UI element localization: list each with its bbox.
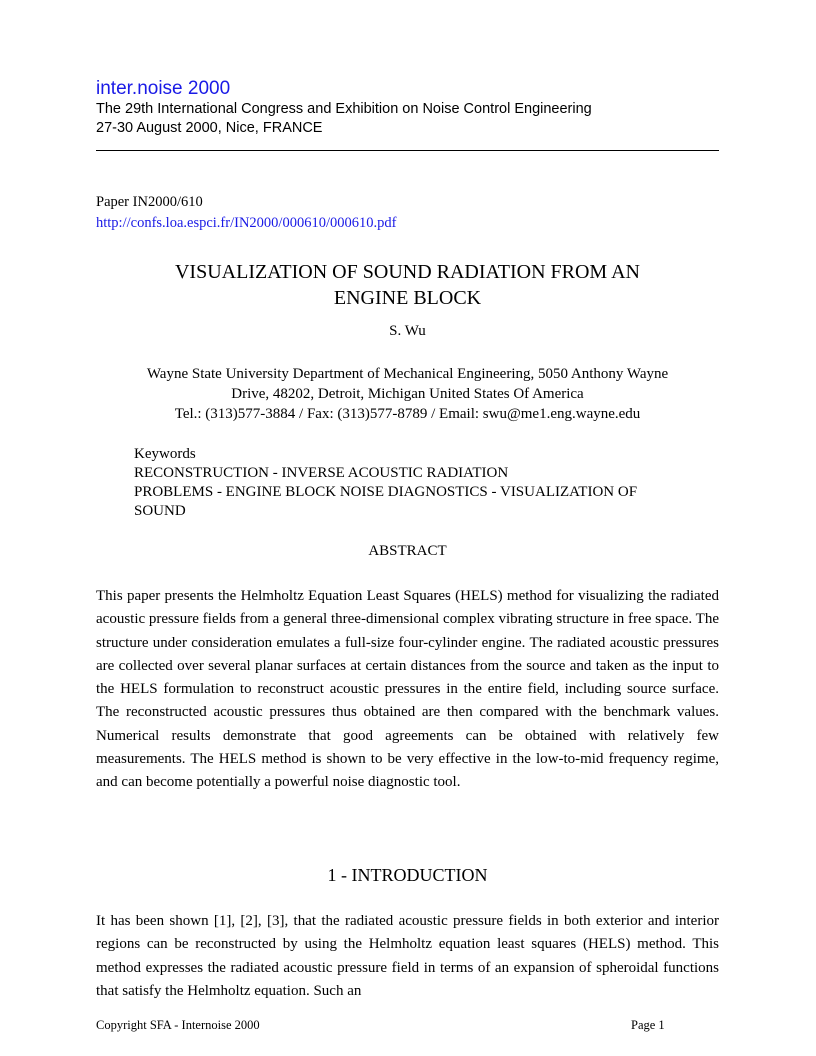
conference-name: inter.noise 2000: [96, 78, 231, 99]
keywords-line-3: SOUND: [134, 503, 186, 519]
introduction-text: It has been shown [1], [2], [3], that the radiated acoustic pressure fields in both exterior and interior regions can be reconstructed by using the Helmholtz equation least squares (HELS) method. This method expresses the radiated acoustic pressure field in terms of an expansion of spheroidal functions that satisfy the Helmholtz equation. Such an: [96, 913, 719, 999]
affiliation: [96, 364, 719, 424]
contact-line: Tel.: (313)577-3884 / Fax: (313)577-8789 / Email: swu@me1.eng.wayne.edu: [174, 406, 641, 422]
paper-title-line-2: ENGINE BLOCK: [333, 287, 482, 309]
keywords-heading: Keywords: [134, 446, 196, 462]
paper-id: Paper IN2000/610: [96, 194, 203, 210]
conference-date-place: 27-30 August 2000, Nice, FRANCE: [96, 120, 323, 136]
paper-title: [96, 259, 719, 311]
keywords-line-1: RECONSTRUCTION - INVERSE ACOUSTIC RADIATION: [134, 465, 509, 481]
conference-subtitle: The 29th International Congress and Exhibition on Noise Control Engineering: [96, 101, 592, 117]
abstract-heading: ABSTRACT: [368, 543, 447, 559]
keywords-line-2: PROBLEMS - ENGINE BLOCK NOISE DIAGNOSTICS - VISUALIZATION OF: [134, 484, 638, 500]
abstract-text: This paper presents the Helmholtz Equation Least Squares (HELS) method for visualizing the radiated acoustic pressure fields from a general three-dimensional complex vibrating structure in free space. The structure under consideration emulates a full-size four-cylinder engine. The radiated acoustic pressures are collected over several planar surfaces at certain distances from the source and taken as the input to the HELS formulation to reconstruct acoustic pressures in the entire field, including source surface. The reconstructed acoustic pressures thus obtained are then compared with the benchmark values. Numerical results demonstrate that good agreements can be obtained with relatively few measurements. The HELS method is shown to be very effective in the low-to-mid frequency regime, and can become potentially a powerful noise diagnostic tool.: [96, 588, 719, 791]
introduction-heading: 1 - INTRODUCTION: [327, 865, 488, 885]
footer-copyright: Copyright SFA - Internoise 2000: [96, 1018, 260, 1032]
affiliation-line-2: Drive, 48202, Detroit, Michigan United States Of America: [231, 386, 584, 402]
header-divider: [96, 150, 719, 151]
paper-title-line-1: VISUALIZATION OF SOUND RADIATION FROM AN: [174, 261, 640, 283]
footer-page-number: Page 1: [631, 1018, 665, 1032]
author: S. Wu: [389, 323, 426, 339]
keywords-block: [134, 445, 719, 521]
affiliation-line-1: Wayne State University Department of Mechanical Engineering, 5050 Anthony Wayne: [146, 366, 669, 382]
paper-url-link[interactable]: http://confs.loa.espci.fr/IN2000/000610/000610.pdf: [96, 215, 397, 231]
